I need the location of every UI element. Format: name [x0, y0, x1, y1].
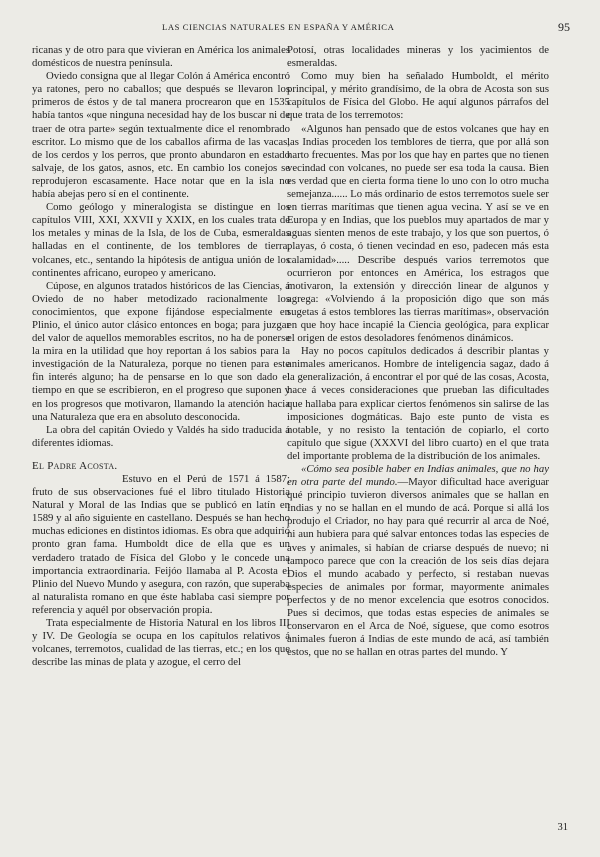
page-number: 95: [558, 20, 570, 34]
quoted-paragraph: «Algunos han pensado que de estos volcanes que hay en las Indias proceden los temblores de tierra, que por allá son harto frecuentes. Mas por los que hay en partes que no tienen vecindad con volcanes, no puede ser esa toda la causa. Bien es verdad que en cierta forma tiene lo uno con lo otro mucha semejanza...... Lo más ordinario de estos terremotos suele ser en tierras marítimas que tienen agua vecina. Y así se ve en Europa y en Indias, que los pueblos muy apartados de mar y aguas sienten menos de este trabajo, y los que son puertos, ó playas, ó costa, ó tienen vecindad en eso, padecen más esta calamidad»..... Describe después varios terremotos que ocurrieron por entonces en América, los estragos que motivaron, la extensión y dirección linear de algunos y agrega: «Volviendo á la proposición digo que son más sugetas á estos temblores las tierras marítimas», observación en que hoy hace incapié la Ciencia geológica, para explicar el origen de estos desoladores fenómenos dinámicos.: [287, 122, 549, 345]
right-column: [287, 44, 549, 659]
paragraph: Trata especialmente de Historia Natural en los libros III y IV. De Geología se ocupa en los capítulos relativos á volcanes, terremotos, cualidad de las tierras, etc.; en los que describe las minas de plata y azogue, el cerro del: [32, 617, 290, 669]
paragraph: Oviedo consigna que al llegar Colón á América encontró ya ratones, pero no caballos; que después se llevaron los primeros de éstos y de tal manera procrearon que en 1535 había tantos «que ninguna necesidad hay de los buscar ni de traer de otra parte» según textualmente dice el renombrado escritor. Lo mismo que de los caballos afirma de las vacas, de los cerdos y los perros, que pronto abundaron en estado salvaje, de los gatos, asnos, etc. En cambio los conejos se reprodujeron escasamente. Hace notar que en la isla no había abejas pero sí en el continente.: [32, 70, 290, 201]
running-header: [0, 22, 600, 38]
paragraph: Cúpose, en algunos tratados históricos de las Ciencias, á Oviedo de no haber metodizado racionalmente los conocimientos, que expone fijándose especialmente en Plinio, el único autor clásico entonces en boga; para juzgar del valor de aquellos memorables escritos, no ha de ponerse la mira en la utilidad que hoy reportan á los sabios para la investigación de la Naturaleza, porque no tienen para este fin interés alguno; ha de pensarse en lo que son dado el tiempo en que se escribieron, en el progreso que suponen y en los progresos que motivaron, llamando la atención hacia una Naturaleza que era en absoluto desconocida.: [32, 279, 290, 423]
paragraph: Estuvo en el Perú de 1571 á 1587; fruto de sus observaciones fué el libro titulado Historia Natural y Moral de las Indias que se publicó en latín en 1589 y al año siguiente en castellano. Después se han hecho muchas ediciones en distintos idiomas. Es obra que adquirió pronto gran fama. Humboldt dice de ella que es un verdadero tratado de Física del Globo y le concede una importancia extraordinaria. Feijóo llamaba al P. Acosta el Plinio del Nuevo Mundo y asegura, con razón, que superaba al naturalista romano en que éste hablaba casi siempre por referencia y aquél por observación propia.: [32, 473, 290, 616]
quoted-chapter: [287, 463, 549, 659]
paragraph: La obra del capitán Oviedo y Valdés ha sido traducida á diferentes idiomas.: [32, 423, 290, 449]
paragraph: Como muy bien ha señalado Humboldt, el mérito principal, y mérito grandísimo, de la obra de Acosta son sus capítulos de Física del Globo. He aquí algunos párrafos del que trata de los terremotos:: [287, 70, 549, 122]
signature-mark: 31: [557, 822, 568, 833]
paragraph: Hay no pocos capítulos dedicados á describir plantas y animales americanos. Hombre de inteligencia sagaz, dado á la generalización, á encontrar el por qué de las cosas, Acosta, hace á veces consideraciones que prueban las dificultades que hallaba para explicar ciertos fenómenos sin salirse de las imposiciones dogmáticas. Bajo este punto de vista es notable, y no resisto la tentación de copiarlo, el corto capítulo que sigue (XXXVI del libro cuarto) en el que trata del importante problema de la distribución de los animales.: [287, 345, 549, 462]
paragraph: ricanas y de otro para que vivieran en América los animales domésticos de nuestra península.: [32, 44, 290, 70]
section-heading: El Padre Acosta.: [32, 459, 118, 472]
paragraph: Como geólogo y mineralogista se distingue en los capítulos VIII, XXI, XXVII y XXIX, en los cuales trata de los metales y minas de la Isla, de los de Cuba, esmeraldas halladas en el continente, de los temblores de tierra, volcanes, etc., sentando la hipótesis de antigua unión de los continentes africano, europeo y americano.: [32, 201, 290, 279]
header-title: LAS CIENCIAS NATURALES EN ESPAÑA Y AMÉRICA: [162, 22, 395, 32]
left-column: [32, 44, 290, 669]
paragraph: Potosí, otras localidades mineras y los yacimientos de esmeraldas.: [287, 44, 549, 70]
chapter-body: —Mayor dificultad hace averiguar qué principio tuvieron diversos animales que se hallan en Indias y no se hallan en el mundo de acá. Porque si allá los produjo el Criador, no hay para qué recurrir al arca de Noé, ni aun hubiera para qué salvar entonces todas las especies de aves y animales, si habían de criarse después de nuevo; ni tampoco parece que con la creación de los seis días dejara Dios el mundo acabado y perfecto, si restaban nuevas especies de animales por formar, mayormente animales perfectos y de no menor excelencia que esotros conocidos. Pues si decimos, que todas estas especies de animales se conservaron en el Arca de Noé, síguese, que como esotros animales fueron á Indias de este mundo de acá, así también estos, que no se hallan en otras partes del mundo. Y: [287, 476, 549, 659]
chapter-title: «Cómo sea posible haber en Indias animales, que no hay en otra parte del mundo.: [287, 463, 549, 489]
